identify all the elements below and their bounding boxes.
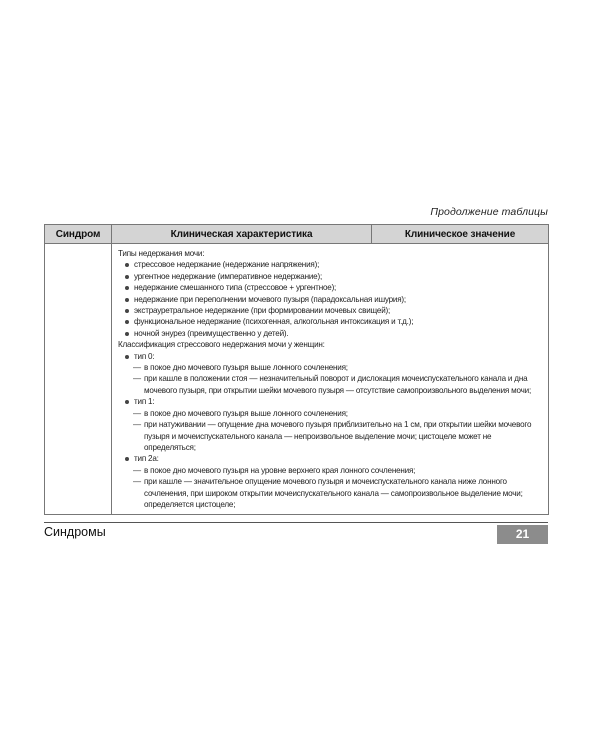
sub-list-item: — в покое дно мочевого пузыря выше лонного сочленения; bbox=[118, 408, 545, 419]
sub-list-item: — при натуживании — опущение дна мочевого пузыря приблизительно на 1 см, при открытии шейки мочевого пузыря и мочеиспускательного канала — непроизвольное выделение мочи; цистоцеле может не определяться; bbox=[118, 419, 545, 453]
sub-list-item: — при кашле в положении стоя — незначительный поворот и дислокация мочеиспускательного канала и дна мочевого пузыря, при открытии шейки мочевого пузыря — отсутствие самопроизвольного выделения мочи; bbox=[118, 373, 545, 396]
list-item: недержание смешанного типа (стрессовое + ургентное); bbox=[118, 282, 545, 293]
footer-section-title: Синдромы bbox=[44, 525, 106, 539]
list-item: недержание при переполнении мочевого пузыря (парадоксальная ишурия); bbox=[118, 294, 545, 305]
clinical-characteristic-cell bbox=[112, 244, 549, 515]
column-header-clinical-characteristic: Клиническая характеристика bbox=[112, 225, 372, 244]
list-item: функциональное недержание (психогенная, алкогольная интоксикация и т.д.); bbox=[118, 316, 545, 327]
list-item: ночной энурез (преимущественно у детей). bbox=[118, 328, 545, 339]
list-item: экстрауретральное недержание (при формировании мочевых свищей); bbox=[118, 305, 545, 316]
table-row bbox=[45, 244, 549, 515]
page-number: 21 bbox=[497, 525, 548, 544]
list-item: тип 1: bbox=[118, 396, 545, 407]
list-item: тип 0: bbox=[118, 351, 545, 362]
column-header-syndrome: Синдром bbox=[45, 225, 112, 244]
sub-list-item: — при кашле — значительное опущение мочевого пузыря и мочеиспускательного канала ниже лонного сочленения, при широком открытии мочеиспускательного канала — самопроизвольное выделение мочи; определяется цистоцеле; bbox=[118, 476, 545, 510]
column-header-clinical-significance: Клиническое значение bbox=[372, 225, 549, 244]
syndrome-cell bbox=[45, 244, 112, 515]
sub-list-item: — в покое дно мочевого пузыря на уровне верхнего края лонного сочленения; bbox=[118, 465, 545, 476]
table-continued-caption: Продолжение таблицы bbox=[430, 206, 548, 218]
list-item: стрессовое недержание (недержание напряжения); bbox=[118, 259, 545, 270]
list-heading: Типы недержания мочи: bbox=[118, 249, 205, 258]
syndrome-table bbox=[44, 224, 549, 515]
table-header-row bbox=[45, 225, 549, 244]
list-item: ургентное недержание (императивное недержание); bbox=[118, 271, 545, 282]
footer-divider bbox=[44, 522, 548, 523]
sub-list-item: — в покое дно мочевого пузыря выше лонного сочленения; bbox=[118, 362, 545, 373]
list-heading: Классификация стрессового недержания мочи у женщин: bbox=[118, 340, 325, 350]
list-item: тип 2а: bbox=[118, 453, 545, 464]
